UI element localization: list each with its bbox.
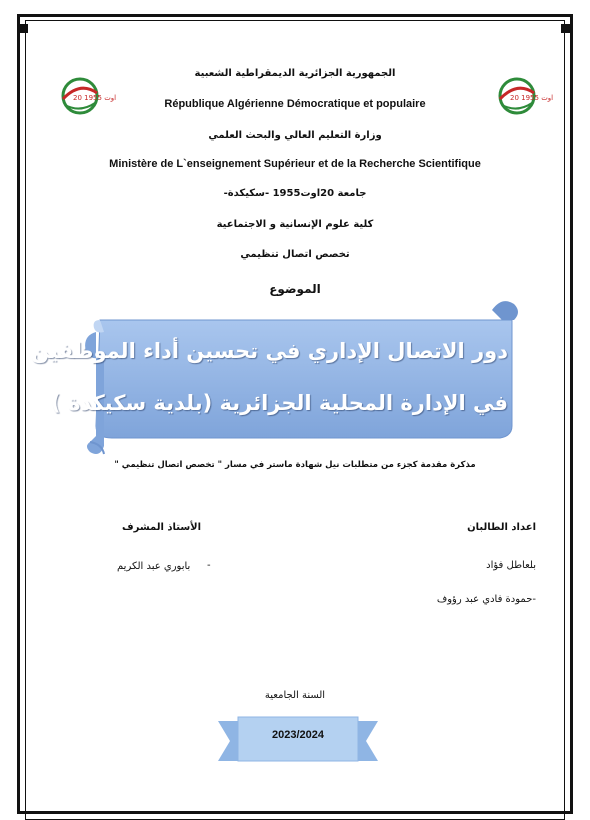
corner-mark-left xyxy=(19,24,28,33)
supervisor-dash: - xyxy=(207,560,211,571)
academic-year-label: السنة الجامعية xyxy=(264,690,326,701)
university-arabic: جامعة 20اوت1955 -سكيكدة- xyxy=(223,188,367,199)
student-name-1: بلعاطل فؤاد xyxy=(486,560,536,571)
thesis-title-line-1: دور الاتصال الإداري في تحسين أداء الموظفين xyxy=(31,339,508,363)
supervisor-label: الأستاذ المشرف xyxy=(122,522,202,533)
ministry-french: Ministère de L`enseignement Supérieur et de la Recherche Scientifique xyxy=(109,158,481,170)
republic-arabic: الجمهورية الجزائرية الديمقراطية الشعبية xyxy=(194,68,396,79)
students-label: اعداد الطالبان xyxy=(467,522,536,533)
ministry-arabic: وزارة التعليم العالي والبحث العلمي xyxy=(208,130,382,141)
academic-year-value: 2023/2024 xyxy=(272,729,324,741)
student-name-2: -حمودة فادي عبد رؤوف xyxy=(436,594,536,605)
logo-right-text: 20 اوت 1955 xyxy=(510,94,554,102)
thesis-title-line-2: في الإدارة المحلية الجزائرية (بلدية سكيكدة ) xyxy=(51,391,508,415)
faculty-arabic: كلية علوم الإنسانية و الاجتماعية xyxy=(216,219,374,230)
memo-note: مذكرة مقدمة كجزء من متطلبات نيل شهادة ماستر في مسار " تخصص اتصال تنظيمي " xyxy=(114,460,476,470)
university-logo-left xyxy=(55,75,117,117)
supervisor-name: بابوري عبد الكريم xyxy=(117,561,191,572)
title-scroll-ribbon xyxy=(31,296,522,458)
university-logo-right xyxy=(492,75,554,117)
academic-year-banner xyxy=(218,717,378,767)
subject-label: الموضوع xyxy=(269,282,321,296)
logo-left-text: 20 اوت 1955 xyxy=(73,94,117,102)
specialty-arabic: تخصص اتصال تنظيمي xyxy=(240,249,350,260)
republic-french: République Algérienne Démocratique et populaire xyxy=(164,98,426,110)
corner-mark-right xyxy=(561,24,570,33)
